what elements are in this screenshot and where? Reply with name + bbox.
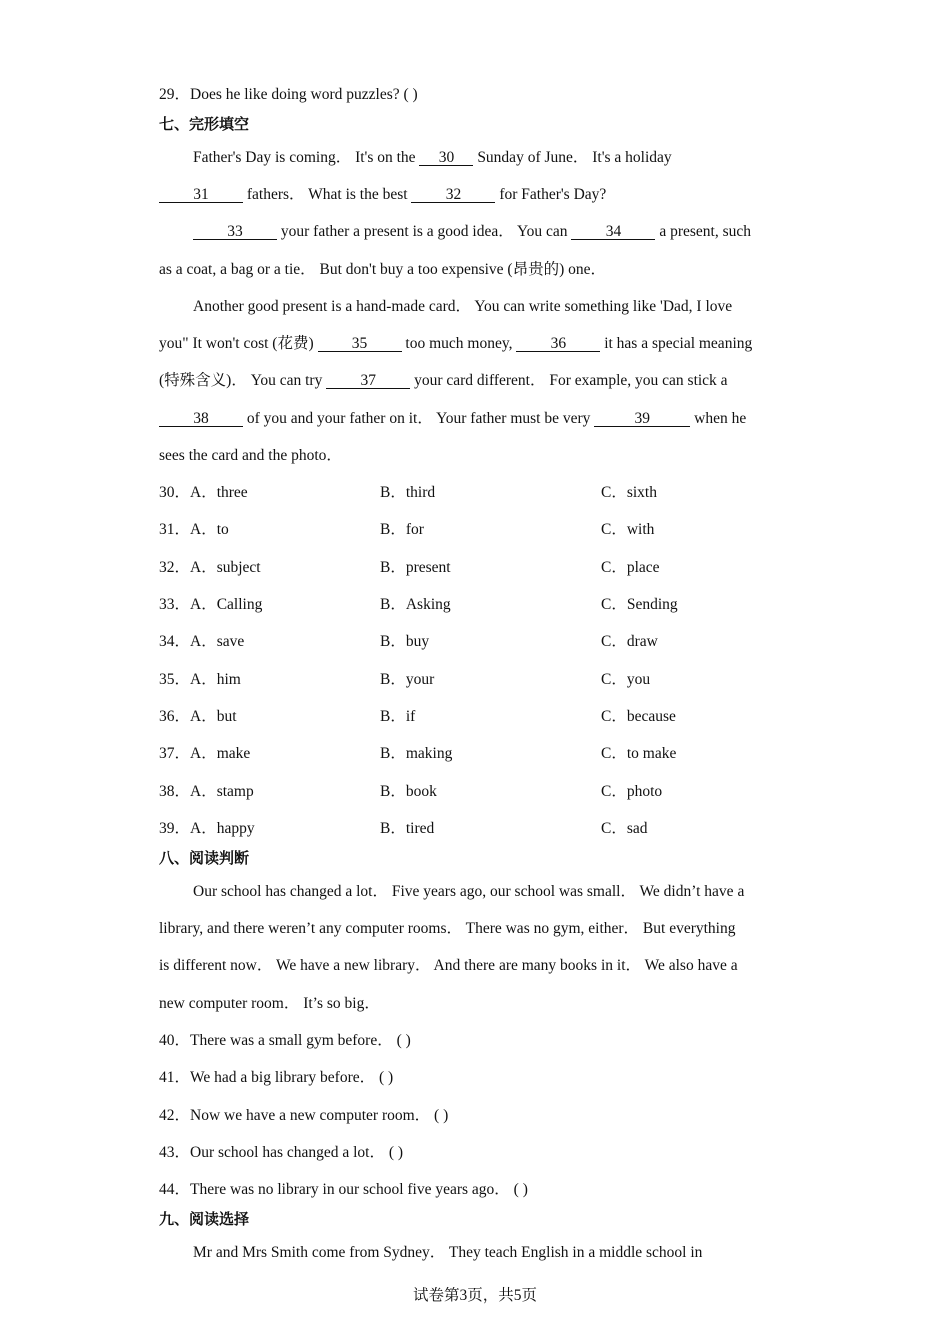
option-a: A．stamp <box>190 783 254 800</box>
blank-35: 35 <box>318 336 402 352</box>
section-9-title: 九、阅读选择 <box>159 1210 250 1228</box>
cloze-text: too much money, <box>401 335 517 352</box>
option-c: C．sad <box>601 820 648 837</box>
option-b: B．third <box>380 484 436 501</box>
option-row <box>159 704 237 726</box>
blank-37: 37 <box>326 373 410 389</box>
cloze-text: when he <box>690 410 747 427</box>
cloze-line-1 <box>193 145 672 167</box>
cloze-text: your card different． For example, you can stick a <box>410 372 728 389</box>
cloze-text: your father a present is a good idea． You can <box>277 223 572 240</box>
option-row <box>159 517 229 539</box>
passage-line: library, and there weren’t any computer rooms． There was no gym, either． But everything <box>159 920 736 937</box>
cloze-text: Sunday of June． It's a holiday <box>473 149 672 166</box>
option-c: C．with <box>601 521 655 538</box>
cloze-text: for Father's Day? <box>495 186 607 203</box>
cloze-text: fathers． What is the best <box>243 186 412 203</box>
passage-line: Mr and Mrs Smith come from Sydney． They teach English in a middle school in <box>193 1244 703 1261</box>
question-43: 43．Our school has changed a lot． ( ) <box>159 1144 404 1161</box>
section-7-title: 七、完形填空 <box>159 115 250 133</box>
option-row <box>159 592 262 614</box>
cloze-text: (特殊含义)． You can try <box>159 372 327 389</box>
cloze-line-4: as a coat, a bag or a tie． But don't buy a too expensive (昂贵的) one． <box>159 261 607 278</box>
option-number: 36． <box>159 708 191 725</box>
question-41: 41．We had a big library before． ( ) <box>159 1069 394 1086</box>
option-row <box>159 779 254 801</box>
blank-30: 30 <box>419 150 473 166</box>
option-number: 33． <box>159 596 191 613</box>
option-a: A．to <box>190 521 229 538</box>
option-c: C．sixth <box>601 484 657 501</box>
blank-34: 34 <box>571 224 655 240</box>
option-a: A．make <box>190 745 251 762</box>
option-a: A．Calling <box>190 596 263 613</box>
option-row <box>159 480 248 502</box>
option-b: B．book <box>380 783 437 800</box>
option-c: C．because <box>601 708 676 725</box>
option-b: B．if <box>380 708 416 725</box>
option-number: 37． <box>159 745 191 762</box>
cloze-line-9: sees the card and the photo． <box>159 447 342 464</box>
cloze-line-6 <box>159 331 752 353</box>
option-c: C．draw <box>601 633 658 650</box>
cloze-line-5: Another good present is a hand-made card． You can write something like 'Dad, I love <box>193 298 733 315</box>
option-b: B．present <box>380 559 451 576</box>
option-c: C．photo <box>601 783 663 800</box>
option-a: A．him <box>190 671 241 688</box>
option-number: 32． <box>159 559 191 576</box>
option-number: 39． <box>159 820 191 837</box>
option-b: B．making <box>380 745 453 762</box>
option-number: 34． <box>159 633 191 650</box>
question-44: 44．There was no library in our school five years ago． ( ) <box>159 1181 528 1198</box>
cloze-text: of you and your father on it． Your father must be very <box>243 410 595 427</box>
cloze-text: a present, such <box>655 223 751 240</box>
option-number: 31． <box>159 521 191 538</box>
option-b: B．buy <box>380 633 430 650</box>
option-row <box>159 816 255 838</box>
option-row <box>159 555 261 577</box>
cloze-text: you" It won't cost (花费) <box>159 335 318 352</box>
passage-line: Our school has changed a lot． Five years ago, our school was small． We didn’t have a <box>193 883 745 900</box>
cloze-line-2 <box>159 182 606 204</box>
passage-line: is different now． We have a new library． And there are many books in it． We also have a <box>159 957 738 974</box>
section-8-title: 八、阅读判断 <box>159 849 250 867</box>
cloze-line-3 <box>193 219 751 241</box>
passage-line: new computer room． It’s so big． <box>159 995 380 1012</box>
option-b: B．your <box>380 671 435 688</box>
option-a: A．but <box>190 708 237 725</box>
option-a: A．three <box>190 484 248 501</box>
option-row <box>159 667 241 689</box>
option-row <box>159 741 250 763</box>
option-c: C．Sending <box>601 596 678 613</box>
option-c: C．place <box>601 559 660 576</box>
option-row <box>159 629 244 651</box>
option-b: B．tired <box>380 820 435 837</box>
option-number: 35． <box>159 671 191 688</box>
option-b: B．Asking <box>380 596 451 613</box>
option-a: A．save <box>190 633 245 650</box>
blank-32: 32 <box>411 187 495 203</box>
blank-33: 33 <box>193 224 277 240</box>
option-a: A．happy <box>190 820 255 837</box>
question-40: 40．There was a small gym before． ( ) <box>159 1032 411 1049</box>
blank-31: 31 <box>159 187 243 203</box>
option-c: C．you <box>601 671 651 688</box>
cloze-text: it has a special meaning <box>600 335 753 352</box>
blank-36: 36 <box>516 336 600 352</box>
option-number: 38． <box>159 783 191 800</box>
option-b: B．for <box>380 521 424 538</box>
option-c: C．to make <box>601 745 677 762</box>
cloze-line-7 <box>159 368 728 390</box>
cloze-line-8 <box>159 406 746 428</box>
blank-39: 39 <box>594 411 690 427</box>
cloze-text: Father's Day is coming． It's on the <box>193 149 420 166</box>
question-42: 42．Now we have a new computer room． ( ) <box>159 1107 449 1124</box>
blank-38: 38 <box>159 411 243 427</box>
page-footer: 试卷第3页，共5页 <box>412 1287 537 1304</box>
option-a: A．subject <box>190 559 261 576</box>
option-number: 30． <box>159 484 191 501</box>
question-29: 29．Does he like doing word puzzles? ( ) <box>159 86 418 103</box>
